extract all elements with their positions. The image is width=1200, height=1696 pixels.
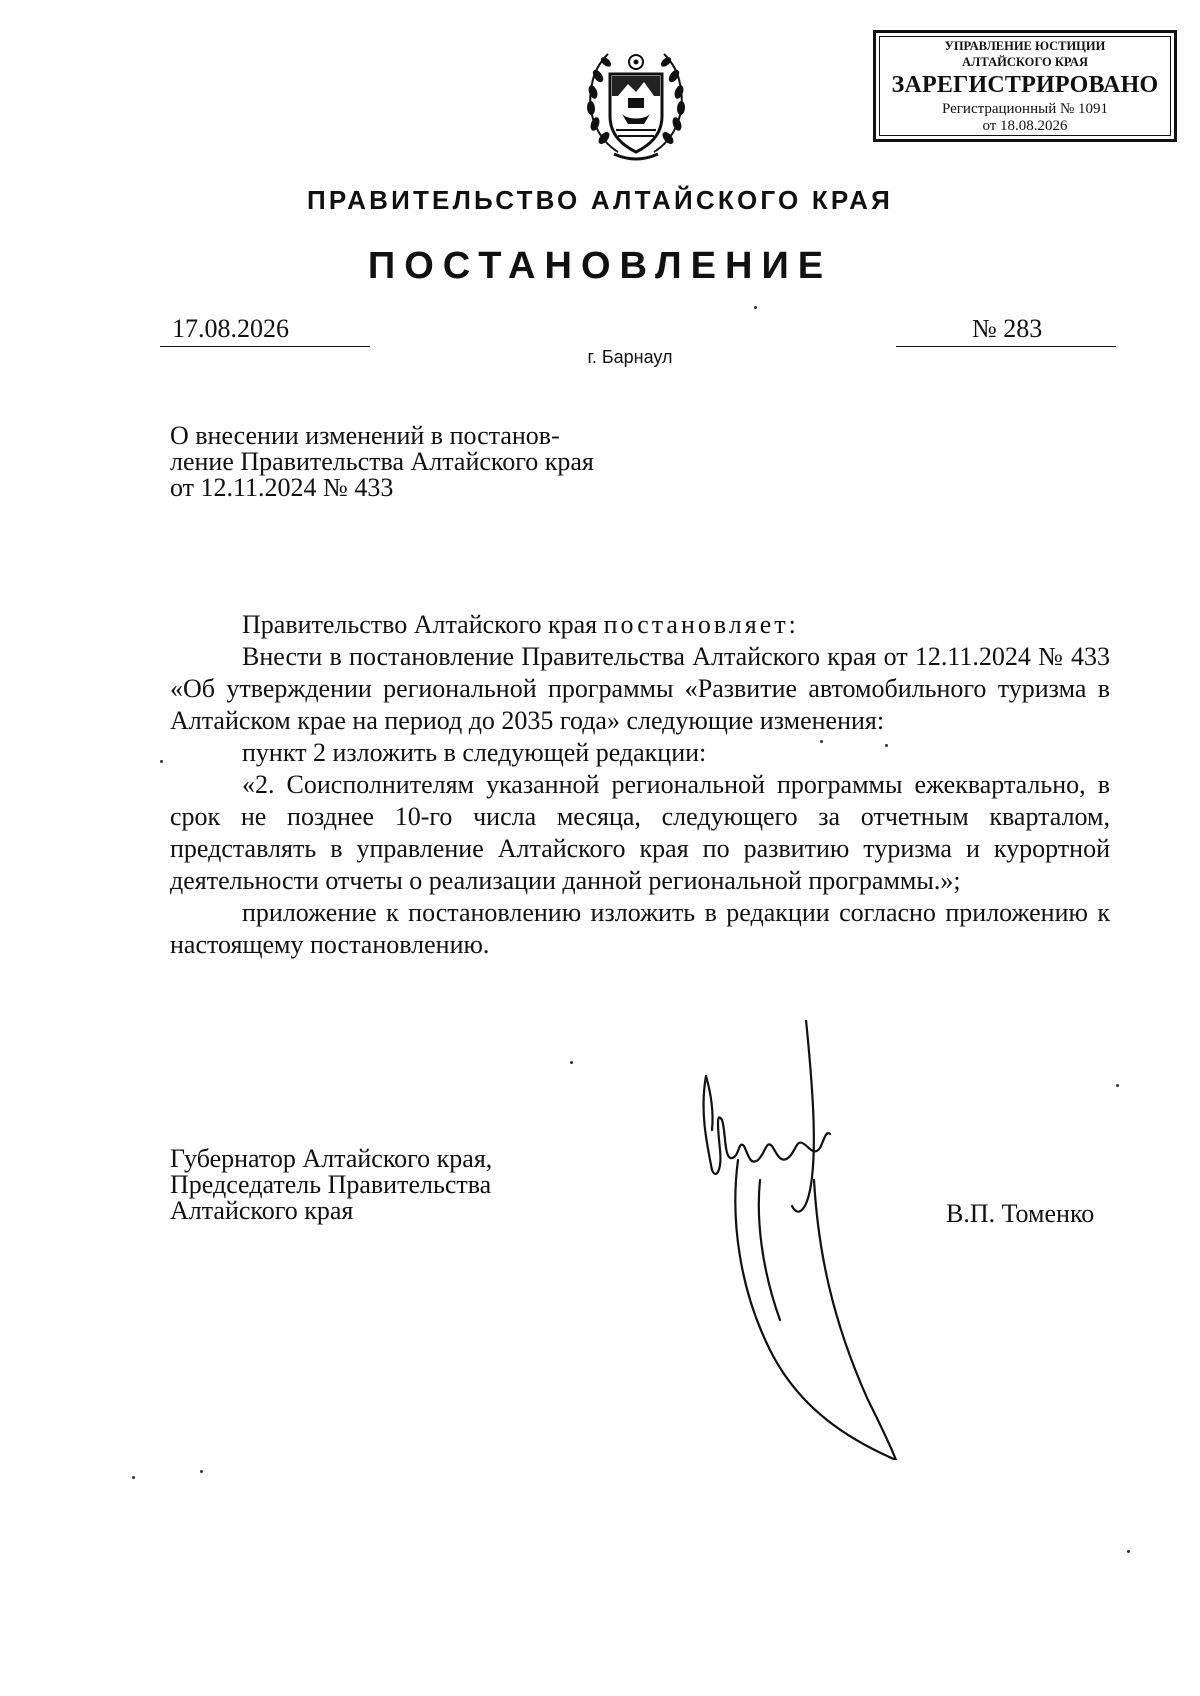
stamp-status: ЗАРЕГИСТРИРОВАНО bbox=[891, 72, 1159, 98]
body-paragraph-2: пункт 2 изложить в следующей редакции: bbox=[242, 738, 707, 767]
handwritten-signature bbox=[700, 1020, 920, 1460]
intro-prefix: Правительство Алтайского края bbox=[242, 610, 604, 639]
scan-speck bbox=[570, 1061, 573, 1064]
stamp-org-line2: АЛТАЙСКОГО КРАЯ bbox=[962, 55, 1088, 69]
scan-speck bbox=[754, 306, 757, 309]
document-number: № 283 bbox=[972, 314, 1043, 343]
document-date: 17.08.2026 bbox=[172, 314, 289, 343]
stamp-reg-date: от 18.08.2026 bbox=[982, 118, 1068, 134]
body-paragraph-4: приложение к постановлению изложить в редакции согласно приложению к настоящему постановлению. bbox=[170, 898, 1110, 959]
body-paragraph-1: Внести в постановление Правительства Алтайского края от 12.11.2024 № 433 «Об утверждении региональной программы «Развитие автомобильного туризма в Алтайском крае на период до 2035 года» следующие изменения: bbox=[170, 642, 1110, 735]
subject-line-1: О внесении изменений в постанов- bbox=[170, 421, 560, 450]
subject-line-3: от 12.11.2024 № 433 bbox=[170, 473, 394, 502]
intro-verb: постановляет: bbox=[603, 610, 799, 639]
document-type-title: ПОСТАНОВЛЕНИЕ bbox=[367, 245, 833, 287]
document-subject bbox=[170, 423, 640, 501]
document-number-field bbox=[896, 314, 1116, 347]
body-paragraph-3: «2. Соисполнителям указанной региональной программы ежеквартально, в срок не позднее 10-го числа месяца, следующего за отчетным кварталом, представлять в управление Алтайского края по развитию туризма и курортной деятельности отчеты о реализации данной региональной программы.»; bbox=[170, 770, 1110, 895]
scan-speck bbox=[132, 1476, 135, 1479]
body-intro bbox=[170, 609, 1110, 641]
stamp-inner-frame bbox=[879, 36, 1171, 136]
signer-position-line-1: Губернатор Алтайского края, bbox=[170, 1144, 493, 1173]
document-date-field bbox=[160, 314, 370, 347]
signer-position bbox=[170, 1146, 492, 1224]
scan-speck bbox=[160, 760, 163, 763]
registration-stamp bbox=[873, 30, 1177, 142]
government-title: ПРАВИТЕЛЬСТВО АЛТАЙСКОГО КРАЯ bbox=[306, 185, 894, 215]
scan-speck bbox=[1116, 1084, 1119, 1087]
signer-position-line-3: Алтайского края bbox=[170, 1196, 354, 1225]
city-name: г. Барнаул bbox=[587, 347, 673, 367]
scan-speck bbox=[1127, 1550, 1130, 1553]
subject-line-2: ление Правительства Алтайского края bbox=[170, 447, 594, 476]
coat-of-arms-emblem bbox=[578, 40, 694, 165]
stamp-org-line1: УПРАВЛЕНИЕ ЮСТИЦИИ bbox=[944, 39, 1106, 53]
signer-name: В.П. Томенко bbox=[946, 1199, 1095, 1228]
document-body bbox=[170, 609, 1110, 961]
scan-speck bbox=[820, 740, 823, 743]
signer-position-line-2: Председатель Правительства bbox=[170, 1170, 492, 1199]
stamp-reg-number: Регистрационный № 1091 bbox=[941, 101, 1109, 117]
scan-speck bbox=[885, 744, 888, 747]
scan-speck bbox=[200, 1470, 203, 1473]
